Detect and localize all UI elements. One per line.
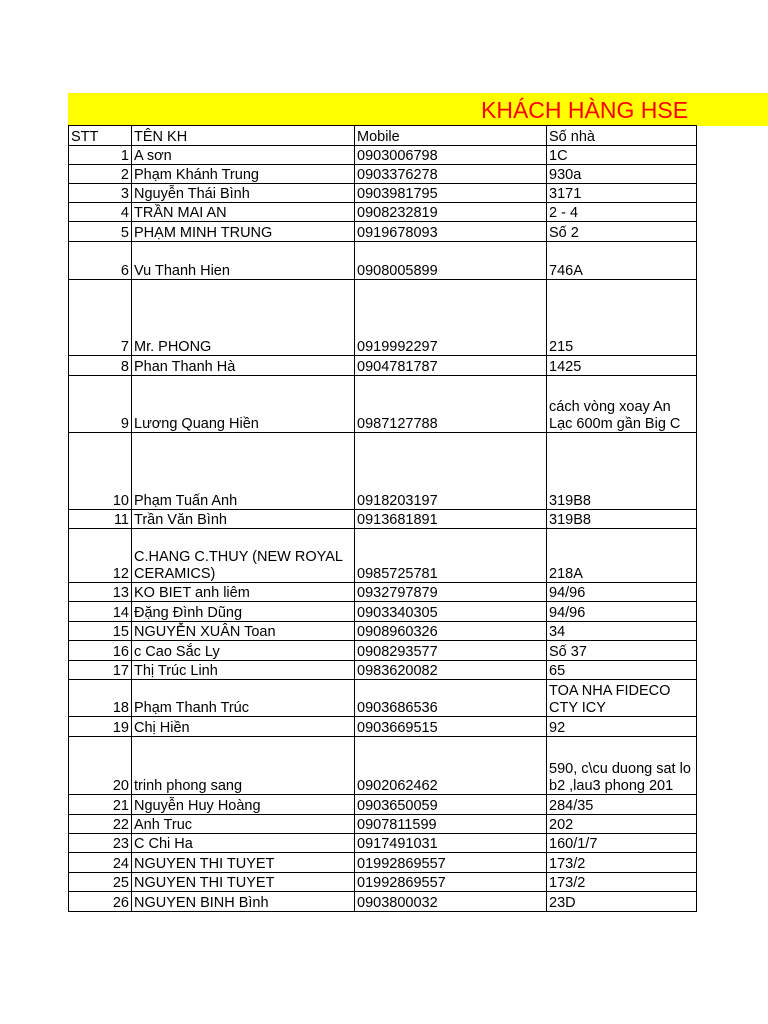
customer-table	[68, 125, 697, 912]
row-name: Đặng Đình Dũng	[132, 602, 355, 622]
row-mobile: 0917491031	[355, 834, 547, 853]
row-mobile: 0919992297	[355, 280, 547, 356]
row-mobile: 0903650059	[355, 795, 547, 815]
title-bar	[68, 93, 768, 126]
header-name: TÊN KH	[132, 126, 355, 146]
table-row	[69, 280, 697, 356]
row-house: 23D	[547, 892, 697, 912]
row-name: Anh Truc	[132, 815, 355, 834]
row-stt: 17	[69, 661, 132, 680]
row-house: 202	[547, 815, 697, 834]
table-row	[69, 146, 697, 165]
row-stt: 18	[69, 680, 132, 717]
row-mobile: 0908232819	[355, 203, 547, 222]
row-stt: 23	[69, 834, 132, 853]
row-name: c Cao Sắc Ly	[132, 641, 355, 661]
row-mobile: 0908960326	[355, 622, 547, 641]
row-mobile: 0903800032	[355, 892, 547, 912]
row-stt: 1	[69, 146, 132, 165]
table-row	[69, 184, 697, 203]
row-house: 34	[547, 622, 697, 641]
table-row	[69, 510, 697, 529]
table-row	[69, 222, 697, 242]
row-stt: 11	[69, 510, 132, 529]
table-row	[69, 602, 697, 622]
row-name: Vu Thanh Hien	[132, 242, 355, 280]
table-row	[69, 203, 697, 222]
row-mobile: 0903006798	[355, 146, 547, 165]
row-stt: 20	[69, 737, 132, 795]
row-mobile: 0903669515	[355, 717, 547, 737]
row-mobile: 01992869557	[355, 853, 547, 873]
row-house: 284/35	[547, 795, 697, 815]
row-name: NGUYỄN XUÂN Toan	[132, 622, 355, 641]
table-row	[69, 661, 697, 680]
row-stt: 15	[69, 622, 132, 641]
row-house: TOA NHA FIDECO CTY ICY	[547, 680, 697, 717]
row-house: 2 - 4	[547, 203, 697, 222]
row-house: Số 2	[547, 222, 697, 242]
row-mobile: 0903981795	[355, 184, 547, 203]
row-house: cách vòng xoay An Lạc 600m gần Big C	[547, 376, 697, 433]
row-mobile: 0902062462	[355, 737, 547, 795]
row-stt: 6	[69, 242, 132, 280]
header-mobile: Mobile	[355, 126, 547, 146]
row-house: 1425	[547, 356, 697, 376]
row-house: 590, c\cu duong sat lo b2 ,lau3 phong 201	[547, 737, 697, 795]
page-title: KHÁCH HÀNG HSE	[481, 97, 689, 123]
row-mobile: 01992869557	[355, 873, 547, 892]
row-name: Chị Hiền	[132, 717, 355, 737]
header-row	[69, 126, 697, 146]
table-row	[69, 795, 697, 815]
row-mobile: 0932797879	[355, 583, 547, 602]
table-row	[69, 641, 697, 661]
table-row	[69, 433, 697, 510]
row-house: 215	[547, 280, 697, 356]
row-stt: 10	[69, 433, 132, 510]
row-house: 94/96	[547, 602, 697, 622]
row-house: 94/96	[547, 583, 697, 602]
row-stt: 26	[69, 892, 132, 912]
row-house: 319B8	[547, 510, 697, 529]
header-house: Số nhà	[547, 126, 697, 146]
row-stt: 22	[69, 815, 132, 834]
row-house: 930a	[547, 165, 697, 184]
row-mobile: 0913681891	[355, 510, 547, 529]
row-name: trinh phong sang	[132, 737, 355, 795]
table-row	[69, 583, 697, 602]
row-name: Thị Trúc Linh	[132, 661, 355, 680]
row-name: NGUYEN THI TUYET	[132, 853, 355, 873]
row-mobile: 0983620082	[355, 661, 547, 680]
row-mobile: 0918203197	[355, 433, 547, 510]
table-row	[69, 737, 697, 795]
row-name: Nguyễn Thái Bình	[132, 184, 355, 203]
table-row	[69, 529, 697, 583]
row-mobile: 0985725781	[355, 529, 547, 583]
table-row	[69, 717, 697, 737]
row-mobile: 0904781787	[355, 356, 547, 376]
row-name: Lương Quang Hiền	[132, 376, 355, 433]
row-house: 1C	[547, 146, 697, 165]
row-house: 173/2	[547, 853, 697, 873]
row-mobile: 0903686536	[355, 680, 547, 717]
row-mobile: 0903340305	[355, 602, 547, 622]
table-row	[69, 853, 697, 873]
row-name: C Chi Ha	[132, 834, 355, 853]
row-stt: 4	[69, 203, 132, 222]
row-house: 319B8	[547, 433, 697, 510]
row-name: PHẠM MINH TRUNG	[132, 222, 355, 242]
table-row	[69, 376, 697, 433]
row-house: 218A	[547, 529, 697, 583]
row-name: KO BIET anh liêm	[132, 583, 355, 602]
row-stt: 25	[69, 873, 132, 892]
row-stt: 7	[69, 280, 132, 356]
row-stt: 5	[69, 222, 132, 242]
table-row	[69, 622, 697, 641]
row-name: Phan Thanh Hà	[132, 356, 355, 376]
row-name: C.HANG C.THUY (NEW ROYAL CERAMICS)	[132, 529, 355, 583]
row-stt: 16	[69, 641, 132, 661]
row-house: 160/1/7	[547, 834, 697, 853]
row-stt: 3	[69, 184, 132, 203]
row-stt: 2	[69, 165, 132, 184]
row-stt: 19	[69, 717, 132, 737]
row-name: NGUYEN THI TUYET	[132, 873, 355, 892]
row-name: Trần Văn Bình	[132, 510, 355, 529]
row-house: 3171	[547, 184, 697, 203]
row-name: TRẦN MAI AN	[132, 203, 355, 222]
row-mobile: 0903376278	[355, 165, 547, 184]
row-mobile: 0907811599	[355, 815, 547, 834]
row-stt: 8	[69, 356, 132, 376]
row-house: Số 37	[547, 641, 697, 661]
table-row	[69, 892, 697, 912]
table-row	[69, 242, 697, 280]
row-stt: 21	[69, 795, 132, 815]
table-row	[69, 356, 697, 376]
table-row	[69, 834, 697, 853]
row-name: A sơn	[132, 146, 355, 165]
row-house: 65	[547, 661, 697, 680]
row-mobile: 0919678093	[355, 222, 547, 242]
row-house: 746A	[547, 242, 697, 280]
row-name: Phạm Khánh Trung	[132, 165, 355, 184]
row-house: 92	[547, 717, 697, 737]
row-mobile: 0987127788	[355, 376, 547, 433]
row-house: 173/2	[547, 873, 697, 892]
table-row	[69, 680, 697, 717]
row-name: Phạm Thanh Trúc	[132, 680, 355, 717]
row-name: Phạm Tuấn Anh	[132, 433, 355, 510]
table-row	[69, 815, 697, 834]
row-stt: 14	[69, 602, 132, 622]
row-stt: 13	[69, 583, 132, 602]
row-name: Mr. PHONG	[132, 280, 355, 356]
row-stt: 9	[69, 376, 132, 433]
row-name: Nguyễn Huy Hoàng	[132, 795, 355, 815]
table-row	[69, 165, 697, 184]
row-mobile: 0908005899	[355, 242, 547, 280]
row-name: NGUYEN BINH Bình	[132, 892, 355, 912]
row-stt: 24	[69, 853, 132, 873]
row-mobile: 0908293577	[355, 641, 547, 661]
row-stt: 12	[69, 529, 132, 583]
header-stt: STT	[69, 126, 132, 146]
table-row	[69, 873, 697, 892]
